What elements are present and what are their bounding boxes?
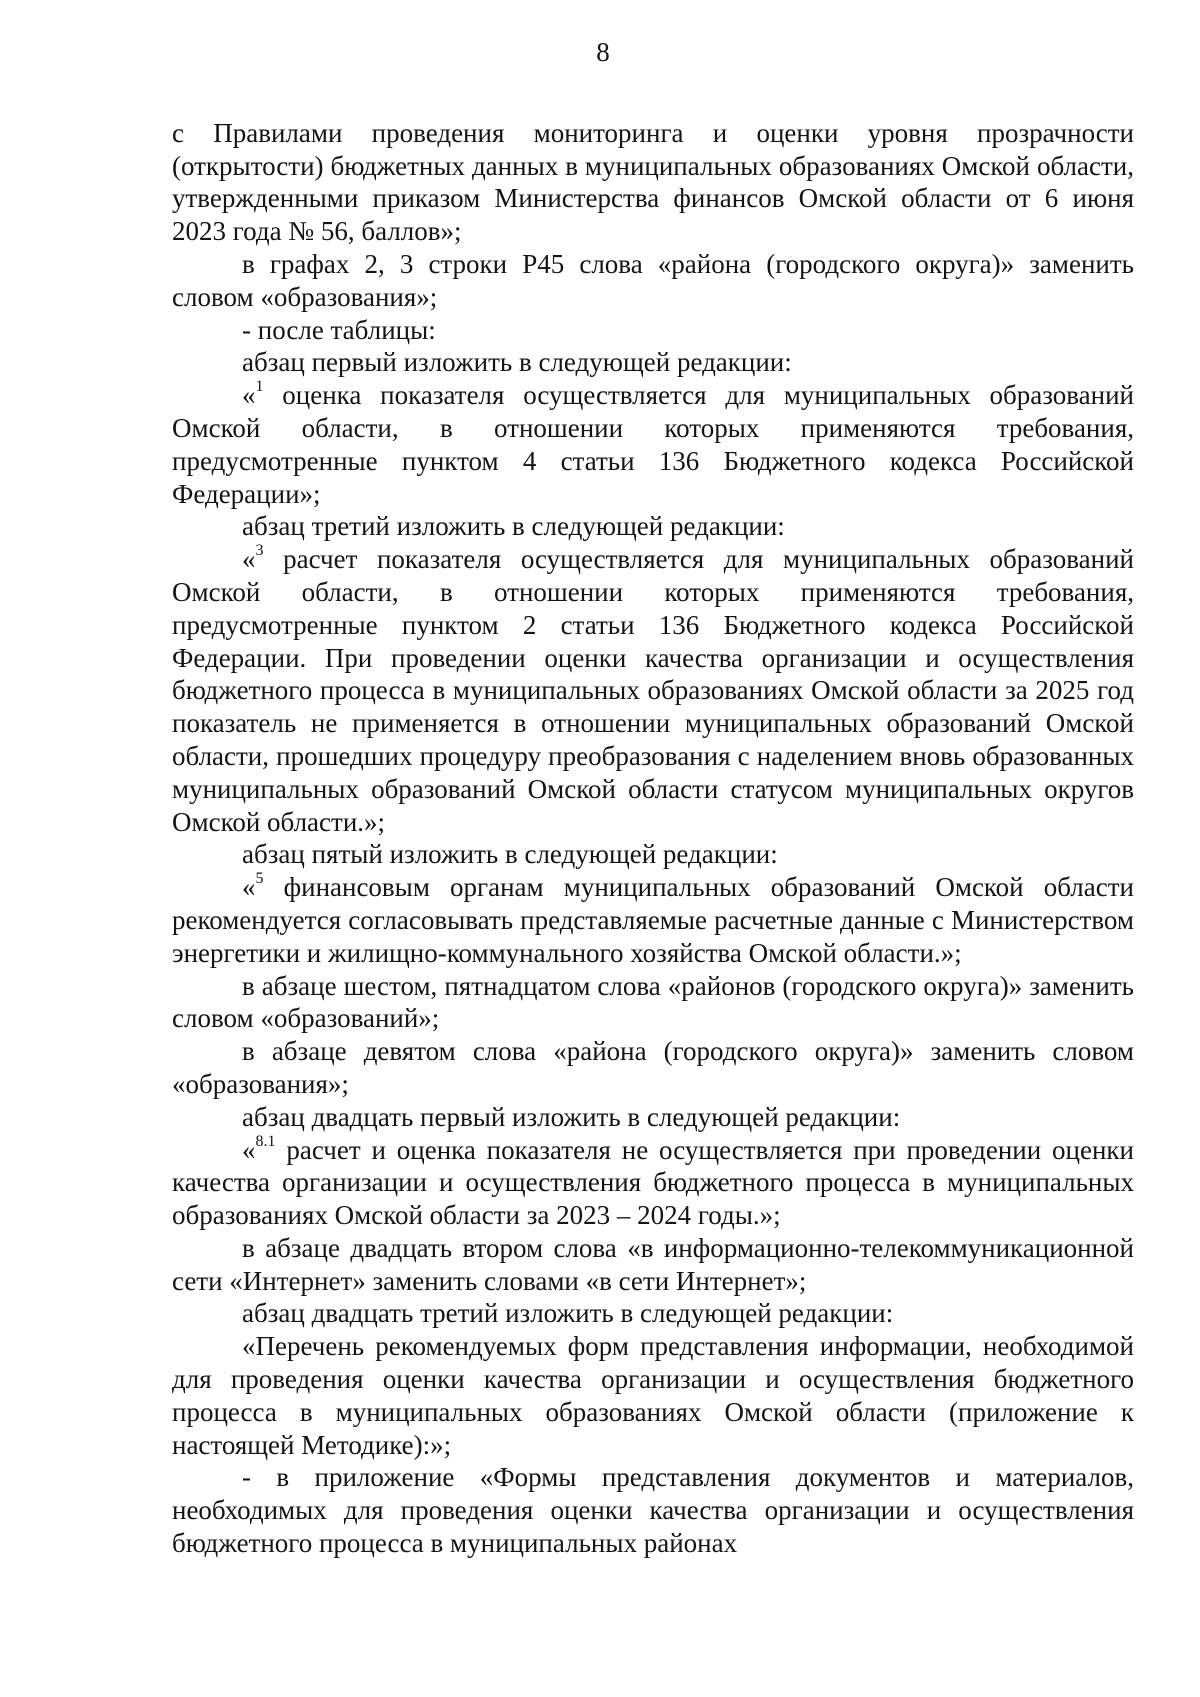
paragraph-4: абзац первый изложить в следующей редакции: [242, 347, 792, 378]
paragraph-5: «$^1$ оценка показателя осуществляется для муниципальных образований Омской области, в отношении которых применяются требования, предусмотренные пунктом 4 статьи 136 Бюджетного кодекса Российской Федерации»; [172, 378, 1134, 509]
paragraph-17: - в приложение «Формы представления документов и материалов, необходимых для проведения оценки качества организации и осуществления бюджетного процесса в муниципальных районах [172, 1462, 1134, 1559]
paragraph-10: в абзаце шестом, пятнадцатом слова «районов (городского округа)» заменить словом «образований»; [172, 970, 1134, 1034]
paragraph-12: абзац двадцать первый изложить в следующей редакции: [242, 1101, 901, 1132]
paragraph-6: абзац третий изложить в следующей редакции: [242, 511, 785, 542]
page-number: 8 [596, 37, 610, 67]
footnote-marker: 3 [255, 542, 264, 560]
open-quote: « [242, 544, 256, 575]
paragraph-1: с Правилами проведения мониторинга и оценки уровня прозрачности (открытости) бюджетных данных в муниципальных образованиях Омской области, утвержденными приказом Министерства финансов Омской области от 6 июня 2023 года № 56, баллов»; [172, 117, 1134, 247]
paragraph-7: «$^3$ расчет показателя осуществляется для муниципальных образований Омской области, в отношении которых применяются требования, предусмотренные пунктом 2 статьи 136 Бюджетного кодекса Российской Федерации. При проведении оценки качества организации и осуществления бюджетного процесса в муниципальных образованиях Омской области за 2025 год показатель не применяется в отношении муниципальных образований Омской области, прошедших процедуру преобразования с наделением вновь образованных муниципальных образований Омской области статусом муниципальных округов Омской области.»; [172, 542, 1134, 837]
paragraph-16: «Перечень рекомендуемых форм представления информации, необходимой для проведения оценки качества организации и осуществления бюджетного процесса в муниципальных образованиях Омской области (приложение к настоящей Методике):»; [172, 1331, 1134, 1460]
paragraph-14: в абзаце двадцать втором слова «в информационно-телекоммуникационной сети «Интернет» заменить словами «в сети Интернет»; [172, 1232, 1134, 1296]
open-quote: « [242, 872, 256, 903]
open-quote: « [242, 1134, 256, 1165]
paragraph-11: в абзаце девятом слова «района (городского округа)» заменить словом «образования»; [172, 1036, 1134, 1099]
paragraph-9: «$^5$ финансовым органам муниципальных образований Омской области рекомендуется согласовывать представляемые расчетные данные с Министерством энергетики и жилищно-коммунального хозяйства Омской области.»; [172, 870, 1134, 968]
footnote-marker: 1 [255, 378, 264, 396]
paragraph-2: в графах 2, 3 строки Р45 слова «района (городского округа)» заменить словом «образования»; [172, 248, 1134, 312]
open-quote: « [242, 380, 256, 411]
paragraph-3: - после таблицы: [242, 314, 436, 345]
footnote-marker: 8.1 [255, 1132, 276, 1150]
paragraph-13: «$^{8.1}$ расчет и оценка показателя не осуществляется при проведении оценки качества организации и осуществления бюджетного процесса в муниципальных образованиях Омской области за 2023 – 2024 годы.»; [172, 1132, 1134, 1231]
paragraph-15: абзац двадцать третий изложить в следующей редакции: [242, 1298, 894, 1329]
footnote-marker: 5 [255, 870, 264, 888]
paragraph-8: абзац пятый изложить в следующей редакции: [242, 839, 778, 870]
